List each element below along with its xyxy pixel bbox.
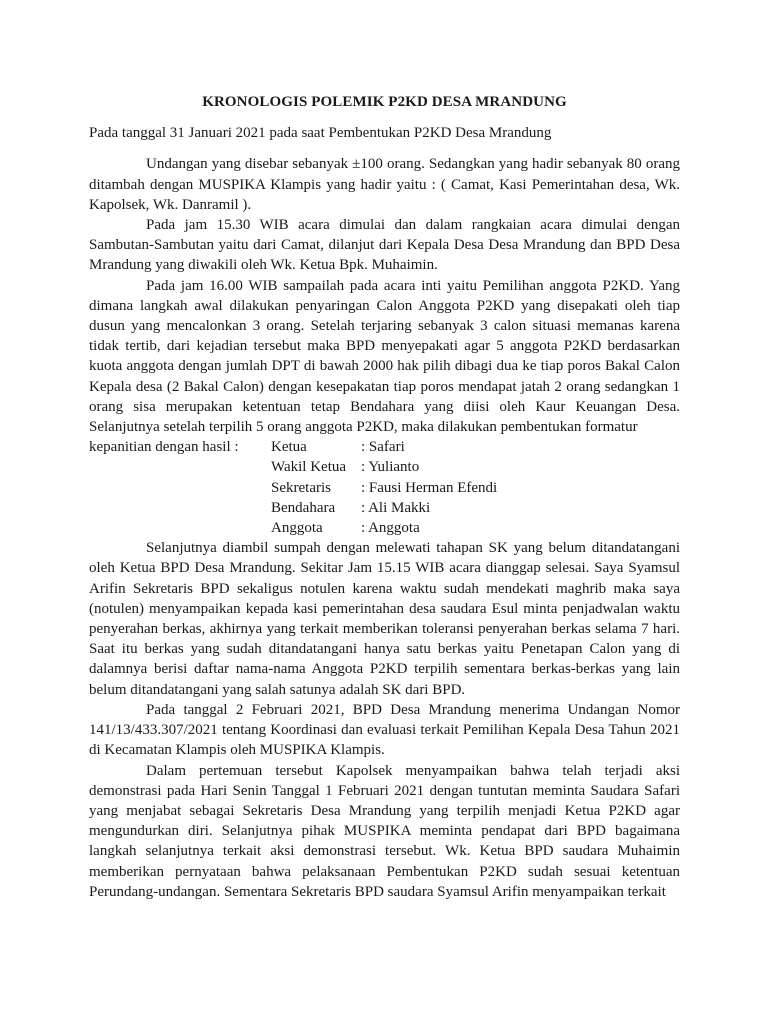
document-title: KRONOLOGIS POLEMIK P2KD DESA MRANDUNG — [202, 94, 567, 110]
committee-role: Anggota — [271, 520, 323, 537]
paragraph-opening: Pada jam 15.30 WIB acara dimulai dan dalam rangkaian acara dimulai dengan Sambutan-Sambutan yaitu dari Camat, dilanjut dari Kepala Desa Desa Mrandung dan BPD Desa Mrandung yang diwakili oleh Wk. Ketua Bpk. Muhaimin. — [89, 217, 680, 274]
intro-line: Pada tanggal 31 Januari 2021 pada saat Pembentukan P2KD Desa Mrandung — [89, 125, 552, 142]
paragraph-oath: Selanjutnya diambil sumpah dengan melewati tahapan SK yang belum ditandatangani oleh Ketua BPD Desa Mrandung. Sekitar Jam 15.15 WIB acara dianggap selesai. Saya Syamsul Arifin Sekretaris BPD sekaligus notulen karena waktu sudah mendekati maghrib maka saya (notulen) menyampaikan kepada kasi pemerintahan desa saudara Esul minta penjadwalan waktu penyerahan berkas, akhirnya yang terkait memberikan toleransi penyerahan berkas selama 7 hari. Saat itu berkas yang sudah ditandatangani hanya satu berkas yaitu Penetapan Calon yang di dalamnya berisi daftar nama-nama Anggota P2KD terpilih sementara berkas-berkas yang lain belum ditandatangani yang salah satunya adalah SK dari BPD. — [89, 540, 680, 698]
committee-name: : Ali Makki — [361, 499, 431, 516]
committee-role: Bendahara — [271, 499, 336, 516]
committee-lead: kepanitian dengan hasil : — [89, 439, 239, 456]
document-body — [89, 92, 680, 902]
paragraph-meeting: Dalam pertemuan tersebut Kapolsek menyampaikan bahwa telah terjadi aksi demonstrasi pada Hari Senin Tanggal 1 Februari 2021 dengan tuntutan meminta Saudara Safari yang menjabat sebagai Sekretaris Desa Mrandung yang terpilih menjadi Ketua P2KD agar mengundurkan diri. Selanjutnya pihak MUSPIKA meminta pendapat dari BPD bagaimana langkah selanjutnya terkait aksi demonstrasi tersebut. Wk. Ketua BPD saudara Muhaimin memberikan pernyataan bahwa pelaksanaan Pembentukan P2KD sudah sesuai ketentuan Perundang-undangan. Sementara Sekretaris BPD saudara Syamsul Arifin menyampaikan terkait — [89, 762, 680, 900]
paragraph-invitation-letter: Pada tanggal 2 Februari 2021, BPD Desa Mrandung menerima Undangan Nomor 141/13/433.307/2021 tentang Koordinasi dan evaluasi terkait Pemilihan Kepala Desa Tahun 2021 di Kecamatan Klampis oleh MUSPIKA Klampis. — [89, 701, 680, 759]
committee-name: : Safari — [361, 439, 405, 456]
committee-name: : Anggota — [361, 520, 420, 537]
committee-name: : Fausi Herman Efendi — [361, 479, 498, 496]
committee-list — [89, 437, 680, 538]
committee-name: : Yulianto — [361, 459, 420, 476]
committee-role: Sekretaris — [271, 479, 331, 496]
committee-role: Ketua — [271, 439, 307, 456]
paragraph-election: Pada jam 16.00 WIB sampailah pada acara inti yaitu Pemilihan anggota P2KD. Yang dimana langkah awal dilakukan penyaringan Calon Anggota P2KD yang disepakati oleh tiap dusun yang mencalonkan 3 orang. Setelah terjaring sebanyak 3 calon situasi memanas karena tidak tertib, dari kejadian tersebut maka BPD menyepakati agar 5 anggota P2KD berdasarkan kuota anggota dengan jumlah DPT di bawah 2000 hak pilih dibagi dua ke tiap poros Bakal Calon Kepala desa (2 Bakal Calon) dengan kesepakatan tiap poros mendapat jatah 2 orang sedangkan 1 orang sisa merupakan ketentuan tetap Bendahara yang diisi oleh Kaur Keuangan Desa. Selanjutnya setelah terpilih 5 orang anggota P2KD, maka dilakukan pembentukan formatur — [89, 277, 680, 436]
paragraph-invitation: Undangan yang disebar sebanyak ±100 orang. Sedangkan yang hadir sebanyak 80 orang ditambah dengan MUSPIKA Klampis yang hadir yaitu : ( Camat, Kasi Pemerintahan desa, Wk. Kapolsek, Wk. Danramil ). — [89, 156, 680, 213]
committee-role: Wakil Ketua — [271, 459, 347, 476]
